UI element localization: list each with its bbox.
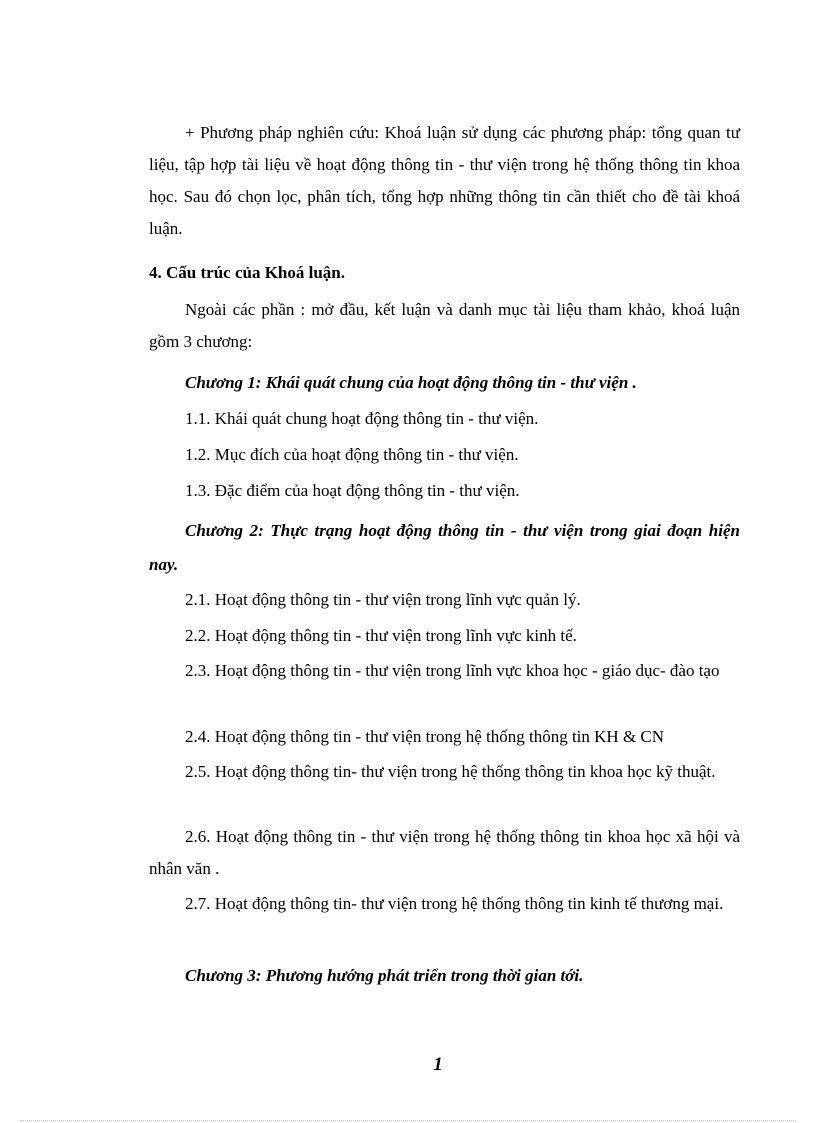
chapter-2-item: 2.1. Hoạt động thông tin - thư viện trong lĩnh vực quản lý. <box>185 590 581 609</box>
chapter-2-item: 2.5. Hoạt động thông tin- thư viện trong hệ thống thông tin khoa học kỹ thuật. <box>185 762 716 781</box>
section-heading: 4. Cấu trúc của Khoá luận. <box>149 263 345 282</box>
chapter-2-item: 2.3. Hoạt động thông tin - thư viện trong lĩnh vực khoa học - giáo dục- đào tạo <box>185 661 720 680</box>
intro-paragraph: Ngoài các phần : mở đầu, kết luận và danh mục tài liệu tham khảo, khoá luận gồm 3 chương: <box>149 300 740 351</box>
chapter-2-title: Chương 2: Thực trạng hoạt động thông tin - thư viện trong giai đoạn hiện nay. <box>149 521 740 574</box>
chapter-2-item: 2.6. Hoạt động thông tin - thư viện trong hệ thống thông tin khoa học xã hội và nhân văn . <box>149 827 740 878</box>
chapter-2-item: 2.4. Hoạt động thông tin - thư viện trong hệ thống thông tin KH & CN <box>185 727 665 746</box>
chapter-2-item: 2.7. Hoạt động thông tin- thư viện trong hệ thống thông tin kinh tế thương mại. <box>185 894 724 913</box>
chapter-1-item: 1.2. Mục đích của hoạt động thông tin - thư viện. <box>185 445 519 464</box>
chapter-1-item: 1.3. Đặc điểm của hoạt động thông tin - thư viện. <box>185 481 520 500</box>
chapter-3-title: Chương 3: Phương hướng phát triển trong thời gian tới. <box>185 966 584 985</box>
page-bottom-divider <box>20 1120 796 1121</box>
chapter-1-item: 1.1. Khái quát chung hoạt động thông tin - thư viện. <box>185 409 539 428</box>
page-number: 1 <box>433 1054 443 1075</box>
chapter-2-item: 2.2. Hoạt động thông tin - thư viện trong lĩnh vực kinh tế. <box>185 626 577 645</box>
chapter-1-title: Chương 1: Khái quát chung của hoạt động thông tin - thư viện . <box>185 373 637 392</box>
research-method-paragraph: + Phương pháp nghiên cứu: Khoá luận sử dụng các phương pháp: tổng quan tư liệu, tập hợp tài liệu về hoạt động thông tin - thư viện trong hệ thống thông tin khoa học. Sau đó chọn lọc, phân tích, tổng hợp những thông tin cần thiết cho đề tài khoá luận. <box>149 123 740 238</box>
